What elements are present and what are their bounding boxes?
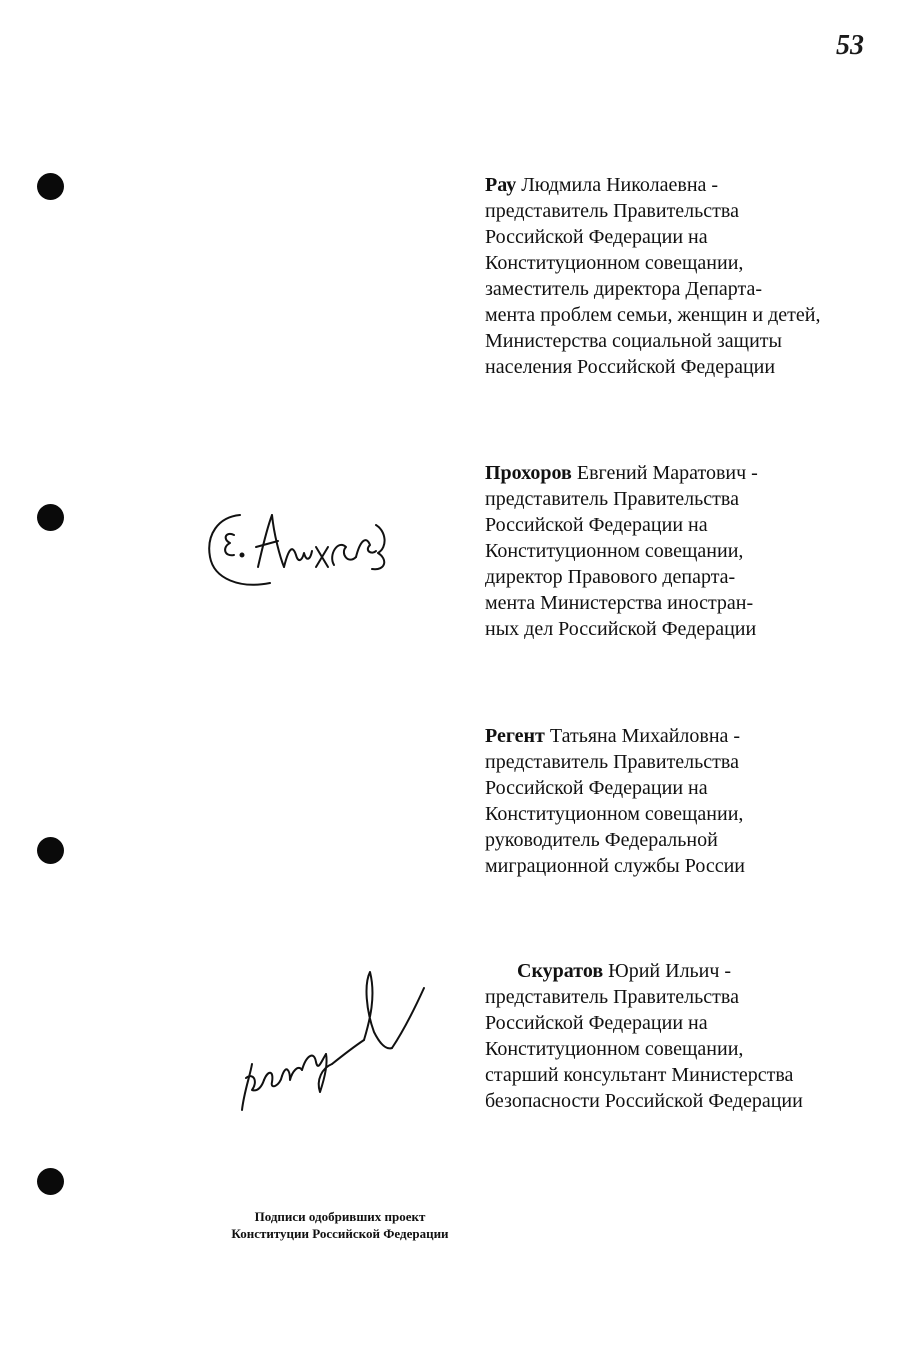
binder-hole [37,173,64,200]
given-names: Евгений Маратович - [576,462,758,484]
given-names: Татьяна Михайловна - [549,725,741,747]
entry-line: мента проблем семьи, женщин и детей, [485,304,821,326]
surname: Прохоров [485,462,572,484]
surname: Рау [485,174,517,196]
entry-line: мента Министерства иностран- [485,592,754,614]
entry-line: представитель Правительства [485,986,739,1008]
signatory-entry [485,172,885,380]
entry-line: руководитель Федеральной [485,829,718,851]
footer-line: Подписи одобривших проект [254,1209,426,1224]
entry-heading [485,460,885,486]
binder-hole [37,504,64,531]
given-names: Людмила Николаевна - [521,174,719,196]
entry-line: представитель Правительства [485,751,739,773]
handwritten-signature [228,960,433,1125]
binder-hole [37,837,64,864]
entry-line: Конституционном совещании, [485,252,744,274]
entry-line: Конституционном совещании, [485,1038,744,1060]
given-names: Юрий Ильич - [608,960,732,982]
entry-line: Конституционном совещании, [485,803,744,825]
entry-heading [485,958,885,984]
entry-line: ных дел Российской Федерации [485,618,757,640]
entry-line: безопасности Российской Федерации [485,1090,803,1112]
entry-line: Российской Федерации на [485,226,708,248]
entry-line: Российской Федерации на [485,777,708,799]
signatory-entry [485,460,885,642]
footer-note [190,1208,490,1242]
entry-line: Российской Федерации на [485,1012,708,1034]
surname: Скуратов [517,960,604,982]
signatory-entry [485,723,885,879]
entry-line: Конституционном совещании, [485,540,744,562]
entry-line: директор Правового департа- [485,566,736,588]
entry-line: Российской Федерации на [485,514,708,536]
entry-line: представитель Правительства [485,488,739,510]
surname: Регент [485,725,545,747]
page-number: 53 [836,30,864,61]
footer-line: Конституции Российской Федерации [231,1226,449,1241]
entry-line: старший консультант Министерства [485,1064,794,1086]
signatory-entry [485,958,885,1114]
entry-line: Министерства социальной защиты [485,330,782,352]
entry-line: миграционной службы России [485,855,745,877]
handwritten-signature [200,495,400,595]
entry-heading [485,172,885,198]
binder-hole [37,1168,64,1195]
entry-heading [485,723,885,749]
entry-line: населения Российской Федерации [485,356,776,378]
entry-line: представитель Правительства [485,200,739,222]
entry-line: заместитель директора Департа- [485,278,763,300]
